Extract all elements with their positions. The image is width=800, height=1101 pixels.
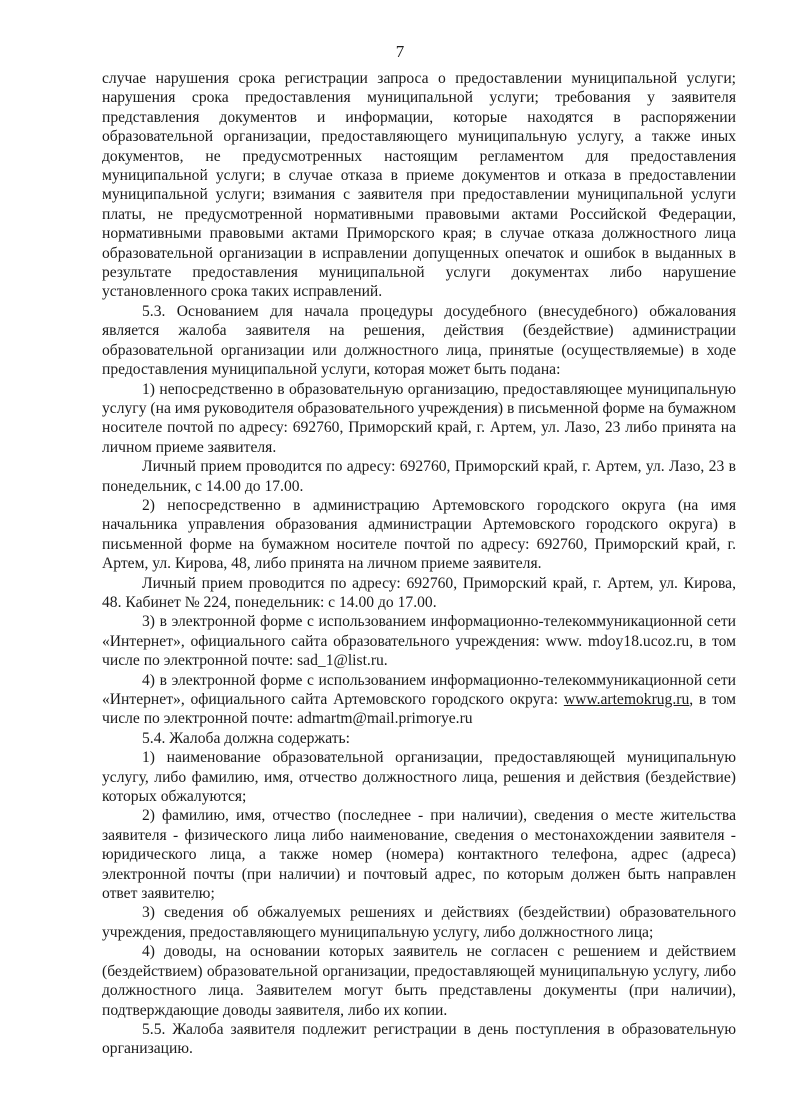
document-body	[102, 69, 736, 1059]
paragraph-5-4-item-4: 4) доводы, на основании которых заявитель не согласен с решением и действием (бездействием) образовательной организации, предоставляющей муниципальную услугу, либо должностного лица. Заявителем могут быть представлены документы (при наличии), подтверждающие доводы заявителя, либо их копии.	[102, 943, 736, 1019]
paragraph-5-3-item-1: 1) непосредственно в образовательную организацию, предоставляющее муниципальную услугу (на имя руководителя образовательного учреждения) в письменной форме на бумажном носителе почтой по адресу: 692760, Приморский край, г. Артем, ул. Лазо, 23 либо принята на личном приеме заявителя.	[102, 380, 736, 456]
paragraph-5-4: 5.4. Жалоба должна содержать:	[142, 729, 350, 747]
paragraph-4-text-start: 4) в электронной форме с использованием информационно-телекоммуникационной сети «Интернет», официального сайта Артемовского городского округа:	[102, 671, 736, 708]
paragraph-4-text-end: , в том числе по электронной почте: admartm@mail.primorye.ru	[102, 691, 736, 728]
paragraph-5-4-item-1: 1) наименование образовательной организации, предоставляющей муниципальную услугу, либо фамилию, имя, отчество должностного лица, решения и действия (бездействие) которых обжалуются;	[102, 749, 736, 806]
paragraph-5-3-item-3: 3) в электронной форме с использованием информационно-телекоммуникационной сети «Интернет», официального сайта образовательного учреждения: www. mdoy18.ucoz.ru, в том числе по электронной почте: sad_1@list.ru.	[102, 613, 736, 670]
page-number: 7	[395, 42, 405, 61]
paragraph-5-3: 5.3. Основанием для начала процедуры досудебного (внесудебного) обжалования является жалоба заявителя на решения, действия (бездействие) администрации образовательной организации или должностного лица, принятые (осуществляемые) в ходе предоставления муниципальной услуги, которая может быть подана:	[102, 302, 736, 379]
paragraph-5-3-item-4	[102, 671, 736, 729]
paragraph-5-4-item-2: 2) фамилию, имя, отчество (последнее - при наличии), сведения о месте жительства заявителя - физического лица либо наименование, сведения о местонахождении заявителя - юридического лица, а также номер (номера) контактного телефона, адрес (адреса) электронной почты (при наличии) и почтовый адрес, по которым должен быть направлен ответ заявителю;	[102, 807, 736, 903]
paragraph-continuation: случае нарушения срока регистрации запроса о предоставлении муниципальной услуги; нарушения срока предоставления муниципальной услуги; требования у заявителя представления документов и информации, которые находятся в распоряжении образовательной организации, предоставляющего муниципальную услугу, а также иных документов, не предусмотренных настоящим регламентом для предоставления муниципальной услуги; в случае отказа в приеме документов и отказа в предоставлении муниципальной услуги; взимания с заявителя при предоставлении муниципальной услуги платы, не предусмотренной нормативными правовыми актами Российской Федерации, нормативными правовыми актами Приморского края; в случае отказа должностного лица образовательной организации в исправлении допущенных опечаток и ошибок в выданных в результате предоставления муниципальной услуги документах либо нарушение установленного срока таких исправлений.	[102, 70, 736, 301]
paragraph-5-4-item-3: 3) сведения об обжалуемых решениях и действиях (бездействии) образовательного учреждения, предоставляющего муниципальную услугу, либо должностного лица;	[102, 904, 736, 941]
paragraph-reception-2: Личный прием проводится по адресу: 692760, Приморский край, г. Артем, ул. Кирова, 48. Кабинет № 224, понедельник: с 14.00 до 17.00.	[102, 574, 736, 611]
paragraph-5-5: 5.5. Жалоба заявителя подлежит регистрации в день поступления в образовательную организацию.	[102, 1020, 736, 1058]
paragraph-reception-1: Личный прием проводится по адресу: 692760, Приморский край, г. Артем, ул. Лазо, 23 в понедельник, с 14.00 до 17.00.	[102, 458, 736, 495]
artemokrug-link[interactable]: www.artemokrug.ru	[563, 691, 690, 708]
paragraph-5-3-item-2: 2) непосредственно в администрацию Артемовского городского округа (на имя начальника управления образования администрации Артемовского городского округа) в письменной форме на бумажном носителе почтой по адресу: 692760, Приморский край, г. Артем, ул. Кирова, 48, либо принята на личном приеме заявителя.	[102, 496, 736, 573]
